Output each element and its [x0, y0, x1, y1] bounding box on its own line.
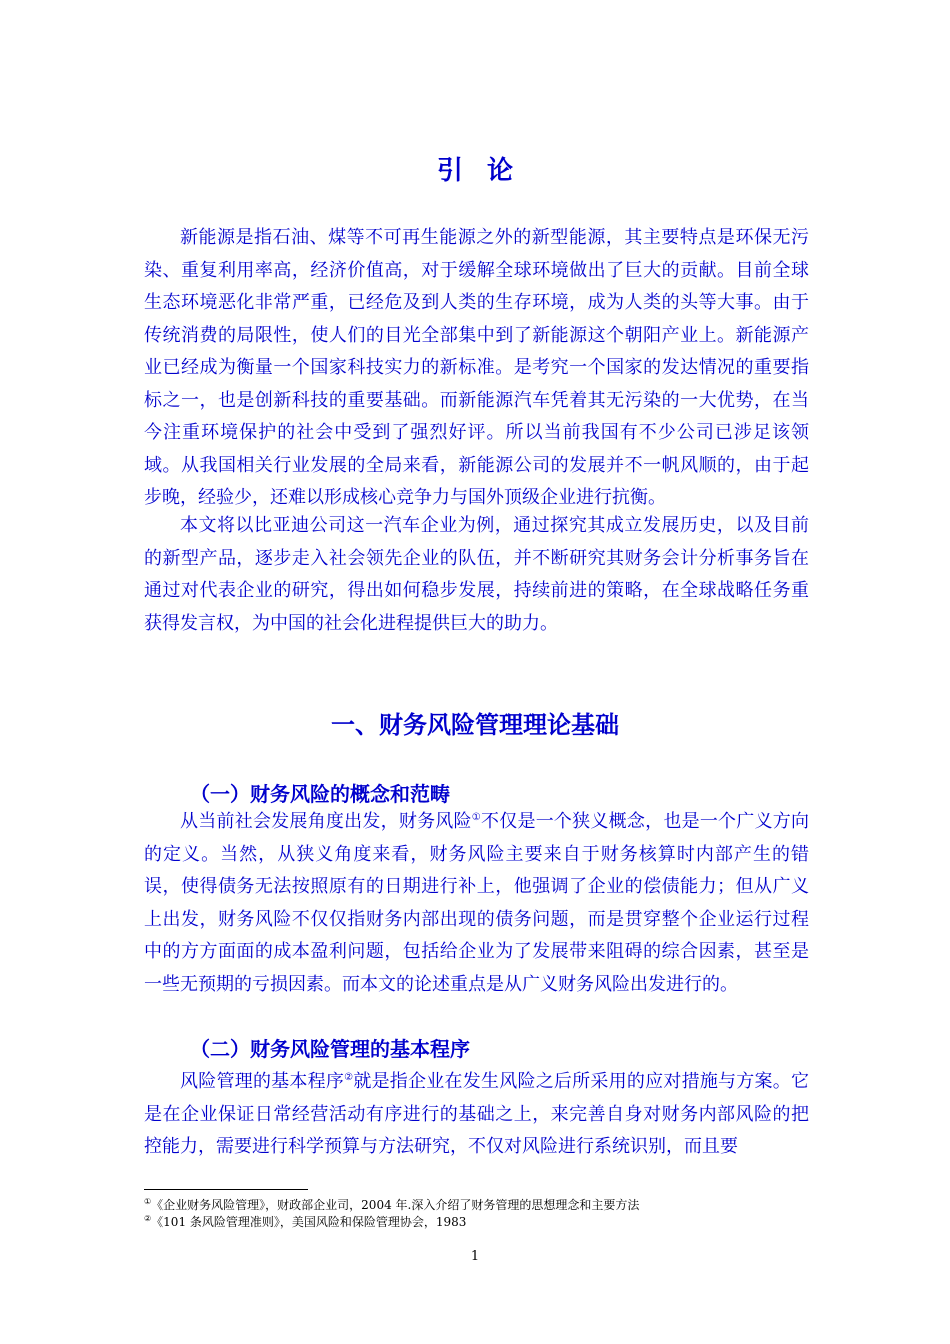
footnote-1 [144, 1196, 639, 1213]
footnote-1-text: 《企业财务风险管理》，财政部企业司，2004 年.深入介绍了财务管理的思想理念和主要方法 [151, 1198, 640, 1212]
footnote-2 [144, 1213, 466, 1230]
page-number: 1 [470, 1249, 480, 1264]
section-1-text-start: 从当前社会发展角度出发，财务风险 [180, 811, 472, 832]
intro-title: 引论 [436, 156, 537, 186]
section-2-paragraph [144, 1066, 809, 1164]
intro-paragraph-1: 新能源是指石油、煤等不可再生能源之外的新型能源，其主要特点是环保无污染、重复利用率高，经济价值高，对于缓解全球环境做出了巨大的贡献。目前全球生态环境恶化非常严重，已经危及到人类的生存环境，成为人类的头等大事。由于传统消费的局限性，使人们的目光全部集中到了新能源这个朝阳产业上。新能源产业已经成为衡量一个国家科技实力的新标准。是考究一个国家的发达情况的重要指标之一，也是创新科技的重要基础。而新能源汽车凭着其无污染的一大优势，在当今注重环境保护的社会中受到了强烈好评。所以当前我国有不少公司已涉足该领域。从我国相关行业发展的全局来看，新能源公司的发展并不一帆风顺的，由于起步晚，经验少，还难以形成核心竞争力与国外顶级企业进行抗衡。 [144, 227, 809, 508]
footnote-ref-1[interactable]: ① [471, 812, 481, 823]
footnote-2-mark: ② [144, 1214, 152, 1223]
section-2-text-rest: 就是指企业在发生风险之后所采用的应对措施与方案。它是在企业保证日常经营活动有序进行的基础之上，来完善自身对财务内部风险的把控能力，需要进行科学预算与方法研究，不仅对风险进行系统识别，而且要 [144, 1071, 809, 1157]
section-2-title: （二）财务风险管理的基本程序 [190, 1037, 470, 1061]
intro-paragraph-2: 本文将以比亚迪公司这一汽车企业为例，通过探究其成立发展历史，以及目前的新型产品，逐步走入社会领先企业的队伍，并不断研究其财务会计分析事务旨在通过对代表企业的研究，得出如何稳步发展，持续前进的策略，在全球战略任务重获得发言权，为中国的社会化进程提供巨大的助力。 [144, 515, 809, 634]
footnote-2-text: 《101 条风险管理准则》，美国风险和保险管理协会，1983 [151, 1215, 467, 1229]
footnote-1-mark: ① [144, 1197, 152, 1206]
section-2-text-start: 风险管理的基本程序 [180, 1071, 345, 1092]
section-1-title: （一）财务风险的概念和范畴 [190, 782, 450, 806]
section-1-paragraph [144, 806, 809, 1001]
footnote-divider [144, 1189, 308, 1190]
footnote-ref-2[interactable]: ② [344, 1072, 354, 1083]
section-1-text-rest: 不仅是一个狭义概念，也是一个广义方向的定义。当然，从狭义角度来看，财务风险主要来自于财务核算时内部产生的错误，使得债务无法按照原有的日期进行补上，他强调了企业的偿债能力；但从广义上出发，财务风险不仅仅指财务内部出现的债务问题，而是贯穿整个企业运行过程中的方方面面的成本盈利问题，包括给企业为了发展带来阻碍的综合因素，甚至是一些无预期的亏损因素。而本文的论述重点是从广义财务风险出发进行的。 [144, 811, 809, 995]
chapter-title: 一、财务风险管理理论基础 [331, 711, 619, 739]
